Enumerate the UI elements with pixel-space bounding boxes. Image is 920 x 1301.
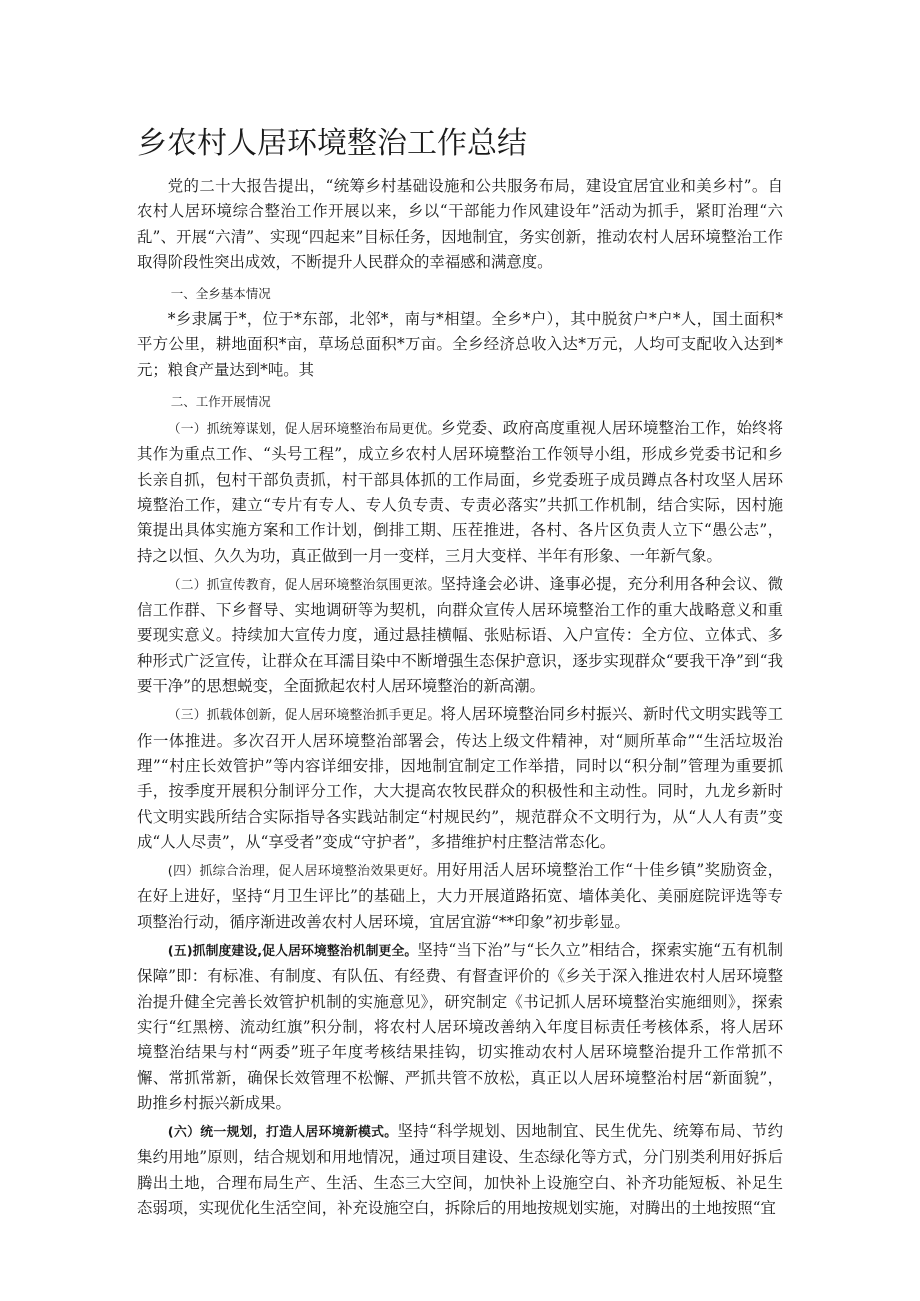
work-item-lead: （三）抓载体创新，促人居环境整治抓手更足。 <box>167 708 441 724</box>
section-heading-basic: 一、全乡基本情况 <box>170 286 271 302</box>
work-item-lead: （二）抓宣传教育，促人居环境整治氛围更浓。 <box>167 577 441 593</box>
work-item-paragraph <box>137 702 783 855</box>
work-item-paragraph <box>137 1119 783 1221</box>
work-item-text: 坚持逢会必讲、逢事必提，充分利用各种会议、微信工作群、下乡督导、实地调研等为契机，向群众宣传人居环境整治工作的重大战略意义和重要现实意义。持续加大宣传力度，通过悬挂横幅、张贴标语、入户宣传：全方位、立体式、多种形式广泛宣传，让群众在耳濡目染中不断增强生态保护意识，逐步实现群众“要我干净”到“我要干净”的思想蜕变，全面掀起农村人居环境整治的新高潮。 <box>137 574 783 696</box>
work-item-lead: (五)抓制度建设,促人居环境整治机制更全。 <box>167 944 418 960</box>
document-title: 乡农村人居环境整治工作总结 <box>137 126 527 161</box>
work-item-lead: (四）抓综合治理，促人居环境整治效果更好。 <box>167 864 437 880</box>
work-item-paragraph <box>137 858 783 935</box>
work-item-lead: （一）抓统筹谋划，促人居环境整治布局更优。 <box>167 422 441 438</box>
work-item-text: 乡党委、政府高度重视人居环境整治工作，始终将其作为重点工作、“头号工程”，成立乡农村人居环境整治工作领导小组，形成乡党委书记和乡长亲自抓，包村干部负责抓，村干部具体抓的工作局面，乡党委班子成员蹲点各村攻坚人居环境整治工作，建立“专片有专人、专人负专责、专责必落实”共抓工作机制，结合实际，因村施策提出具体实施方案和工作计划，倒排工期、压茬推进，各村、各片区负责人立下“愚公志”，持之以恒、久久为功，真正做到一月一变样，三月大变样、半年有形象、一年新气象。 <box>137 419 783 565</box>
work-item-paragraph <box>137 938 783 1116</box>
work-item-lead: (六）统一规划，打造人居环境新模式。 <box>167 1125 398 1141</box>
work-item-text: 用好用活人居环境整治工作“十佳乡镇”奖励资金，在好上进好，坚持“月卫生评比”的基础上，大力开展道路拓宽、墙体美化、美丽庭院评选等专项整治行动，循序渐进改善农村人居环境，宜居宜游“**印象”初步彰显。 <box>137 861 783 931</box>
work-item-paragraph <box>137 416 783 569</box>
work-item-paragraph <box>137 572 783 699</box>
section-heading-work: 二、工作开展情况 <box>170 394 271 410</box>
document-page <box>137 118 783 1221</box>
intro-paragraph: 党的二十大报告提出，“统筹乡村基础设施和公共服务布局，建设宜居宜业和美乡村”。自农村人居环境综合整治工作开展以来，乡以“干部能力作风建设年”活动为抓手，紧盯治理“六乱”、开展“六清”、实现“四起来”目标任务，因地制宜，务实创新，推动农村人居环境整治工作取得阶段性突出成效，不断提升人民群众的幸福感和满意度。 <box>137 177 783 271</box>
work-item-text: 将人居环境整治同乡村振兴、新时代文明实践等工作一体推进。多次召开人居环境整治部署会，传达上级文件精神，对“厕所革命”“生活垃圾治理”“村庄长效管护”等内容详细安排，因地制宜制定工作举措，同时以“积分制”管理为重要抓手，按季度开展积分制评分工作，大大提高农牧民群众的积极性和主动性。同时，九龙乡新时代文明实践所结合实际指导各实践站制定“村规民约”，规范群众不文明行为，从“人人有责”变成“人人尽责”，从“享受者”变成“守护者”，多措维护村庄整洁常态化。 <box>137 705 783 851</box>
basic-info-paragraph: *乡隶属于*，位于*东部，北邻*，南与*相望。全乡*户），其中脱贫户*户*人，国土面积*平方公里，耕地面积*亩，草场总面积*万亩。全乡经济总收入达*万元，人均可支配收入达到*元；粮食产量达到*吨。其 <box>137 310 783 379</box>
work-item-text: 坚持“科学规划、因地制宜、民生优先、统筹布局、节约集约用地”原则，结合规划和用地情况，通过项目建设、生态绿化等方式，分门别类利用好拆后腾出土地，合理布局生产、生活、生态三大空间，加快补上设施空白、补齐功能短板、补足生态弱项，实现优化生活空间，补充设施空白，拆除后的用地按规划实施，对腾出的土地按照“宜 <box>137 1122 783 1217</box>
work-item-text: 坚持“当下治”与“长久立”相结合，探索实施“五有机制保障”即：有标准、有制度、有队伍、有经费、有督查评价的《乡关于深入推进农村人居环境整治提升健全完善长效管护机制的实施意见》，研究制定《书记抓人居环境整治实施细则》，探索实行“红黑榜、流动红旗”积分制，将农村人居环境改善纳入年度目标责任考核体系，将人居环境整治结果与村“两委”班子年度考核结果挂钩，切实推动农村人居环境整治提升工作常抓不懈、常抓常新，确保长效管理不松懈、严抓共管不放松，真正以人居环境整治村居“新面貌”，助推乡村振兴新成果。 <box>137 941 783 1112</box>
